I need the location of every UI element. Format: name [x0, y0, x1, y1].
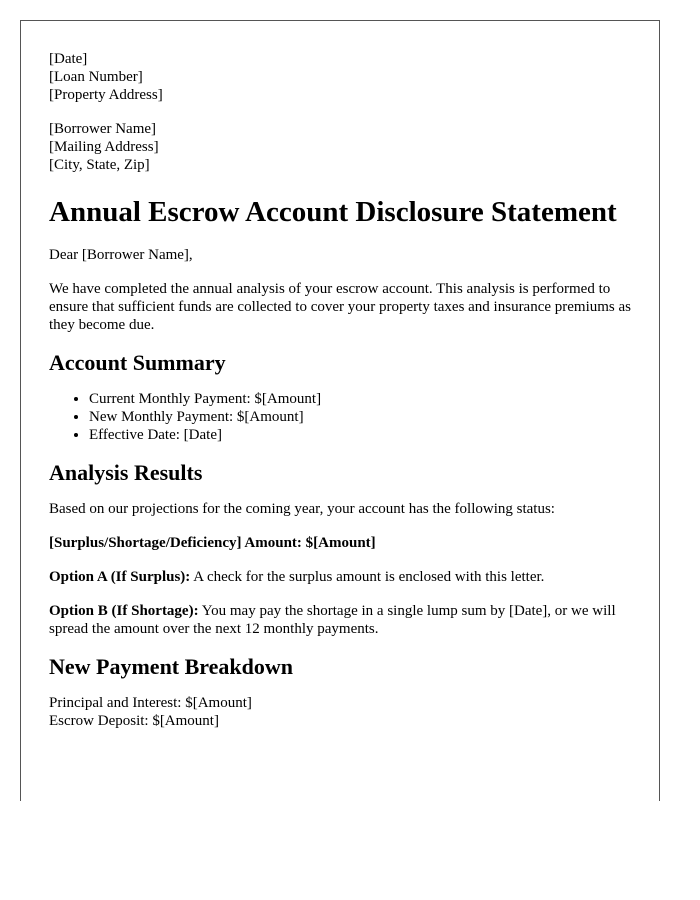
letter-page	[20, 20, 660, 801]
letter-content	[49, 50, 639, 730]
recipient-block	[49, 120, 639, 174]
page-title: Annual Escrow Account Disclosure Statement	[49, 196, 617, 228]
option-b-label: Option B (If Shortage):	[49, 603, 199, 619]
header-date: [Date]	[49, 51, 88, 67]
account-summary-heading: Account Summary	[49, 350, 226, 375]
status-line-text: [Surplus/Shortage/Deficiency] Amount: $[Amount]	[49, 535, 376, 551]
account-summary-item: • New Monthly Payment: $[Amount]	[89, 408, 639, 426]
option-b-text: You may pay the shortage in a single lump sum by [Date], or we will spread the amount over the next 12 monthly payments.	[49, 603, 616, 637]
recipient-name: [Borrower Name]	[49, 121, 157, 137]
status-line	[49, 534, 639, 552]
account-summary-list	[49, 390, 639, 444]
payment-breakdown-line: Principal and Interest: $[Amount]	[49, 695, 252, 711]
option-b	[49, 602, 639, 638]
intro-paragraph: We have completed the annual analysis of your escrow account. This analysis is performed to ensure that sufficient funds are collected to cover your property taxes and insurance premiums as they become due.	[49, 281, 632, 333]
new-payment-breakdown-heading: New Payment Breakdown	[49, 654, 294, 679]
option-a-text: A check for the surplus amount is enclosed with this letter.	[190, 569, 545, 585]
header-property-address: [Property Address]	[49, 87, 163, 103]
option-a	[49, 568, 639, 586]
account-summary-item: • Current Monthly Payment: $[Amount]	[89, 390, 639, 408]
account-summary-item: • Effective Date: [Date]	[89, 426, 639, 444]
analysis-results-heading: Analysis Results	[49, 460, 203, 485]
analysis-intro: Based on our projections for the coming year, your account has the following status:	[49, 501, 555, 517]
header-loan-number: [Loan Number]	[49, 69, 143, 85]
recipient-city-state-zip: [City, State, Zip]	[49, 157, 150, 173]
option-a-label: Option A (If Surplus):	[49, 569, 191, 585]
recipient-mailing-address: [Mailing Address]	[49, 139, 159, 155]
header-block	[49, 50, 639, 104]
salutation: Dear [Borrower Name],	[49, 247, 193, 263]
payment-breakdown-line: Escrow Deposit: $[Amount]	[49, 713, 219, 729]
payment-breakdown-block	[49, 694, 639, 730]
